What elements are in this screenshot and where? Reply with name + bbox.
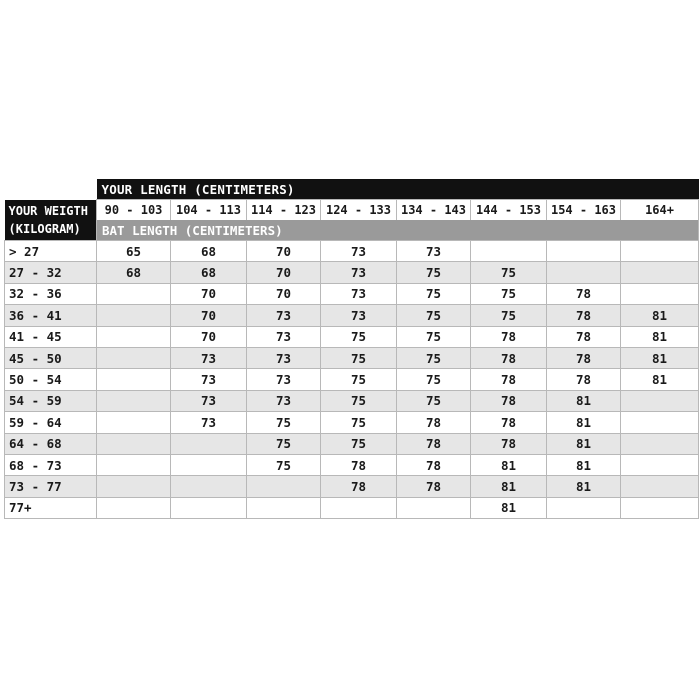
bat-length-cell: 70 bbox=[247, 283, 321, 304]
bat-length-cell bbox=[247, 476, 321, 497]
bat-length-cell: 81 bbox=[547, 454, 621, 475]
bat-length-cell: 75 bbox=[247, 412, 321, 433]
bat-length-cell: 68 bbox=[171, 262, 247, 283]
bat-length-cell: 81 bbox=[471, 476, 547, 497]
table-row bbox=[5, 283, 699, 304]
bat-length-header: BAT LENGTH (CENTIMETERS) bbox=[97, 220, 699, 241]
bat-length-cell: 73 bbox=[171, 347, 247, 368]
bat-length-cell: 75 bbox=[397, 347, 471, 368]
bat-length-cell bbox=[621, 433, 699, 454]
bat-length-cell bbox=[171, 433, 247, 454]
bat-length-cell: 73 bbox=[247, 390, 321, 411]
bat-length-cell: 81 bbox=[547, 476, 621, 497]
bat-length-cell: 75 bbox=[321, 390, 397, 411]
bat-length-cell bbox=[97, 369, 171, 390]
table-row bbox=[5, 347, 699, 368]
bat-length-cell: 78 bbox=[471, 390, 547, 411]
weight-header bbox=[5, 200, 97, 241]
bat-length-cell bbox=[97, 476, 171, 497]
bat-length-cell: 78 bbox=[397, 433, 471, 454]
bat-length-cell: 68 bbox=[171, 241, 247, 262]
bat-length-cell: 78 bbox=[397, 412, 471, 433]
weight-range-cell: 73 - 77 bbox=[5, 476, 97, 497]
length-column-header: 114 - 123 bbox=[247, 200, 321, 221]
bat-length-cell bbox=[397, 497, 471, 518]
bat-length-cell bbox=[621, 454, 699, 475]
bat-length-cell bbox=[621, 476, 699, 497]
bat-length-cell: 78 bbox=[471, 412, 547, 433]
bat-length-cell bbox=[97, 497, 171, 518]
bat-length-cell: 68 bbox=[97, 262, 171, 283]
bat-length-cell: 78 bbox=[547, 283, 621, 304]
length-column-header: 144 - 153 bbox=[471, 200, 547, 221]
length-column-header: 124 - 133 bbox=[321, 200, 397, 221]
bat-length-cell bbox=[621, 412, 699, 433]
bat-length-cell: 73 bbox=[247, 326, 321, 347]
bat-length-cell bbox=[171, 497, 247, 518]
bat-length-cell: 75 bbox=[397, 305, 471, 326]
bat-length-cell: 73 bbox=[321, 283, 397, 304]
bat-length-cell: 81 bbox=[547, 433, 621, 454]
bat-length-cell: 78 bbox=[547, 369, 621, 390]
bat-size-chart bbox=[4, 179, 698, 519]
weight-range-cell: 32 - 36 bbox=[5, 283, 97, 304]
bat-length-cell: 81 bbox=[621, 326, 699, 347]
table-row bbox=[5, 262, 699, 283]
weight-range-cell: 64 - 68 bbox=[5, 433, 97, 454]
bat-length-cell bbox=[621, 390, 699, 411]
bat-length-cell: 70 bbox=[171, 305, 247, 326]
table-row bbox=[5, 369, 699, 390]
length-header: YOUR LENGTH (CENTIMETERS) bbox=[97, 179, 699, 200]
weight-range-cell: 68 - 73 bbox=[5, 454, 97, 475]
bat-length-cell: 75 bbox=[471, 305, 547, 326]
bat-length-cell: 81 bbox=[471, 454, 547, 475]
bat-length-cell: 81 bbox=[471, 497, 547, 518]
table-row bbox=[5, 476, 699, 497]
table-row bbox=[5, 390, 699, 411]
bat-length-cell: 81 bbox=[547, 390, 621, 411]
corner-blank bbox=[5, 179, 97, 200]
bat-length-cell bbox=[97, 390, 171, 411]
bat-length-cell: 78 bbox=[547, 305, 621, 326]
bat-length-cell bbox=[621, 241, 699, 262]
bat-length-cell: 78 bbox=[471, 433, 547, 454]
weight-range-cell: 27 - 32 bbox=[5, 262, 97, 283]
bat-length-cell: 81 bbox=[621, 369, 699, 390]
bat-length-cell bbox=[547, 241, 621, 262]
bat-length-cell: 73 bbox=[247, 347, 321, 368]
table-row bbox=[5, 454, 699, 475]
bat-length-cell: 75 bbox=[321, 347, 397, 368]
weight-range-cell: 45 - 50 bbox=[5, 347, 97, 368]
bat-length-cell: 75 bbox=[321, 412, 397, 433]
bat-length-cell bbox=[171, 454, 247, 475]
bat-length-cell: 75 bbox=[247, 433, 321, 454]
bat-length-cell bbox=[97, 283, 171, 304]
bat-length-cell: 73 bbox=[321, 241, 397, 262]
bat-length-cell: 81 bbox=[621, 347, 699, 368]
bat-length-cell: 81 bbox=[621, 305, 699, 326]
bat-length-cell bbox=[247, 497, 321, 518]
bat-length-cell: 75 bbox=[321, 369, 397, 390]
bat-length-cell bbox=[321, 497, 397, 518]
table-row bbox=[5, 433, 699, 454]
bat-length-cell bbox=[97, 433, 171, 454]
weight-range-cell: 77+ bbox=[5, 497, 97, 518]
bat-length-cell: 75 bbox=[321, 433, 397, 454]
bat-length-cell: 70 bbox=[247, 241, 321, 262]
bat-length-cell bbox=[621, 283, 699, 304]
bat-length-cell: 75 bbox=[471, 262, 547, 283]
length-column-header: 104 - 113 bbox=[171, 200, 247, 221]
bat-length-cell: 65 bbox=[97, 241, 171, 262]
bat-length-cell: 75 bbox=[397, 262, 471, 283]
bat-length-cell: 75 bbox=[247, 454, 321, 475]
bat-length-cell: 75 bbox=[397, 390, 471, 411]
bat-length-cell: 75 bbox=[397, 283, 471, 304]
bat-length-cell: 78 bbox=[397, 476, 471, 497]
bat-length-cell bbox=[171, 476, 247, 497]
bat-length-cell: 78 bbox=[321, 454, 397, 475]
length-column-header: 90 - 103 bbox=[97, 200, 171, 221]
table-row bbox=[5, 305, 699, 326]
bat-length-cell bbox=[621, 262, 699, 283]
bat-length-cell bbox=[97, 412, 171, 433]
weight-range-cell: 50 - 54 bbox=[5, 369, 97, 390]
bat-length-cell: 78 bbox=[471, 369, 547, 390]
bat-length-cell: 73 bbox=[397, 241, 471, 262]
bat-length-cell: 78 bbox=[547, 326, 621, 347]
bat-length-cell: 75 bbox=[471, 283, 547, 304]
bat-length-cell bbox=[471, 241, 547, 262]
bat-length-cell: 70 bbox=[171, 326, 247, 347]
table-row bbox=[5, 326, 699, 347]
bat-length-cell: 81 bbox=[547, 412, 621, 433]
bat-length-cell bbox=[97, 305, 171, 326]
bat-length-cell: 73 bbox=[247, 305, 321, 326]
bat-length-cell bbox=[97, 326, 171, 347]
bat-length-cell: 78 bbox=[471, 347, 547, 368]
bat-length-cell: 73 bbox=[171, 390, 247, 411]
bat-length-cell bbox=[621, 497, 699, 518]
weight-range-cell: 41 - 45 bbox=[5, 326, 97, 347]
bat-length-cell: 78 bbox=[397, 454, 471, 475]
length-column-header: 164+ bbox=[621, 200, 699, 221]
weight-header-line2: (KILOGRAM) bbox=[8, 221, 81, 236]
bat-length-cell: 75 bbox=[397, 326, 471, 347]
weight-range-cell: > 27 bbox=[5, 241, 97, 262]
bat-length-cell: 75 bbox=[321, 326, 397, 347]
bat-length-cell: 75 bbox=[397, 369, 471, 390]
weight-header-line1: YOUR WEIGTH bbox=[8, 203, 88, 218]
weight-range-cell: 36 - 41 bbox=[5, 305, 97, 326]
weight-range-cell: 59 - 64 bbox=[5, 412, 97, 433]
bat-length-cell: 73 bbox=[171, 412, 247, 433]
length-column-header: 154 - 163 bbox=[547, 200, 621, 221]
bat-length-cell: 78 bbox=[547, 347, 621, 368]
size-table bbox=[4, 179, 699, 519]
bat-length-cell bbox=[97, 347, 171, 368]
bat-length-cell: 78 bbox=[321, 476, 397, 497]
bat-length-cell: 73 bbox=[321, 305, 397, 326]
bat-length-cell: 73 bbox=[171, 369, 247, 390]
table-row bbox=[5, 241, 699, 262]
bat-length-cell: 73 bbox=[321, 262, 397, 283]
bat-length-cell: 78 bbox=[471, 326, 547, 347]
bat-length-cell: 70 bbox=[171, 283, 247, 304]
length-column-header: 134 - 143 bbox=[397, 200, 471, 221]
weight-range-cell: 54 - 59 bbox=[5, 390, 97, 411]
bat-length-cell bbox=[547, 497, 621, 518]
bat-length-cell bbox=[547, 262, 621, 283]
table-row bbox=[5, 497, 699, 518]
bat-length-cell: 70 bbox=[247, 262, 321, 283]
bat-length-cell: 73 bbox=[247, 369, 321, 390]
bat-length-cell bbox=[97, 454, 171, 475]
table-row bbox=[5, 412, 699, 433]
